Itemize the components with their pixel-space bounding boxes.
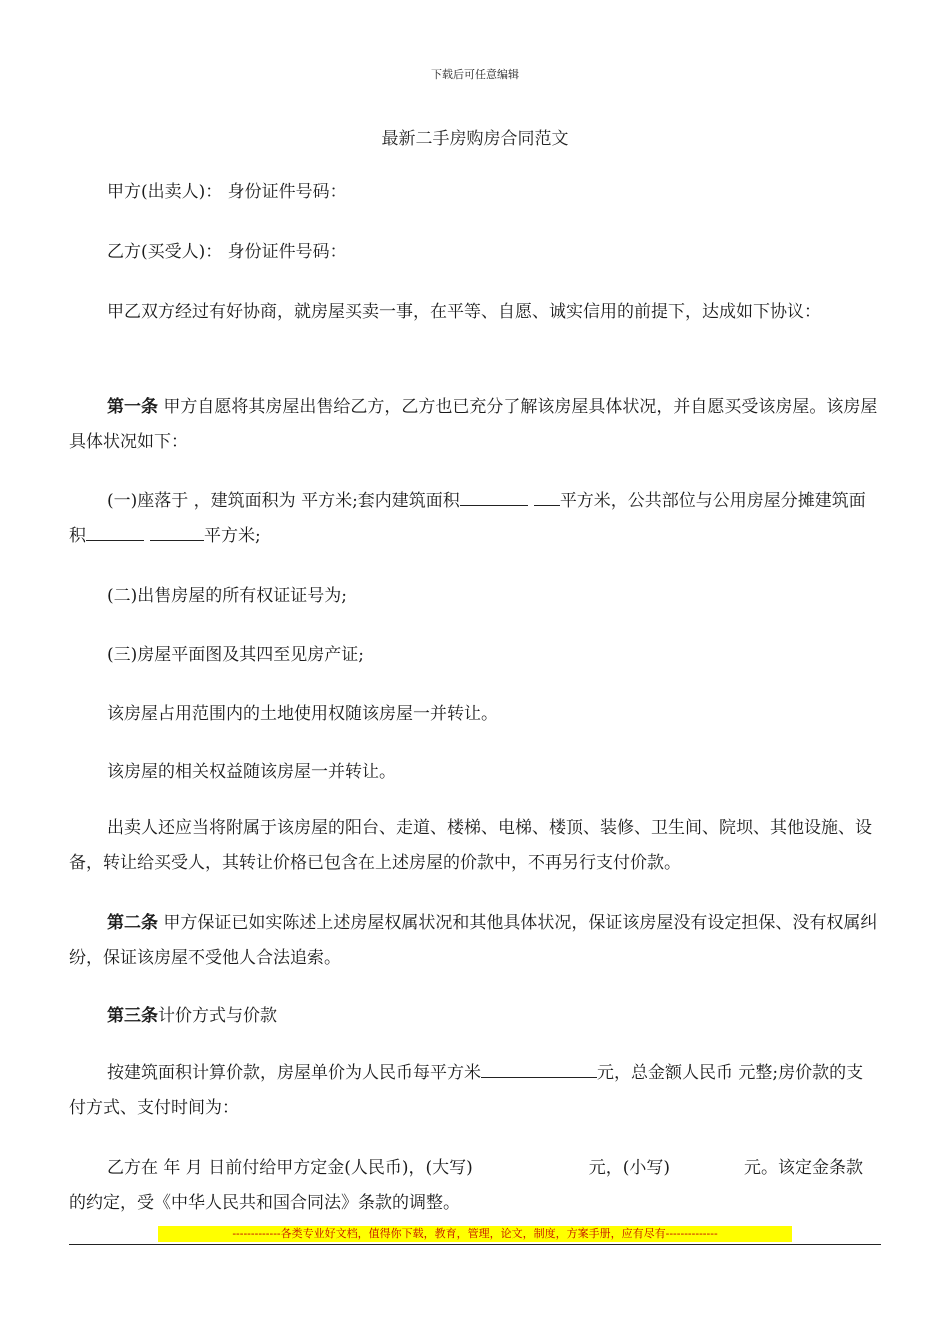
- item-3-line: (三)房屋平面图及其四至见房产证;: [107, 645, 364, 665]
- blank-field: [150, 526, 204, 541]
- article-1-text: 甲方自愿将其房屋出售给乙方，乙方也已充分了解该房屋具体状况，并自愿买受该房屋。该房屋具体状况如下：: [69, 397, 878, 452]
- deposit-text-a: 乙方在 年 月 日前付给甲方定金(人民币)，(大写): [107, 1158, 473, 1178]
- item-1-text-c: 平方米;: [204, 526, 261, 546]
- item-2-line: (二)出售房屋的所有权证证号为;: [107, 586, 347, 606]
- item-1-paragraph: [69, 484, 879, 554]
- footer-divider: [69, 1244, 881, 1245]
- header-note: 下载后可任意编辑: [431, 68, 519, 81]
- document-title: 最新二手房购房合同范文: [381, 129, 569, 149]
- land-use-line: 该房屋占用范围内的土地使用权随该房屋一并转让。: [107, 704, 498, 724]
- intro-paragraph: 甲乙双方经过有好协商，就房屋买卖一事，在平等、自愿、诚实信用的前提下，达成如下协议：: [107, 302, 821, 322]
- deposit-text-b: 元，(小写): [588, 1158, 671, 1178]
- party-b-line: 乙方(买受人)： 身份证件号码：: [107, 242, 347, 262]
- item-1-text-b: 平方米，公共部位与公用房屋分摊建筑面积: [69, 491, 866, 546]
- blank-field: [534, 491, 560, 506]
- article-2-paragraph: [69, 906, 879, 976]
- rights-line: 该房屋的相关权益随该房屋一并转让。: [107, 762, 396, 782]
- pricing-text-a: 按建筑面积计算价款，房屋单价为人民币每平方米: [107, 1063, 481, 1083]
- footer-banner: -------------各类专业好文档，值得你下载，教育，管理，论文，制度，方案手册，应有尽有--------------: [158, 1226, 792, 1242]
- pricing-paragraph: [69, 1056, 879, 1126]
- article-3-text: 计价方式与价款: [158, 1006, 277, 1026]
- facilities-paragraph: 出卖人还应当将附属于该房屋的阳台、走道、楼梯、电梯、楼顶、装修、卫生间、院坝、其他设施、设备，转让给买受人，其转让价格已包含在上述房屋的价款中，不再另行支付价款。: [69, 818, 872, 873]
- party-a-line: 甲方(出卖人)： 身份证件号码：: [107, 182, 347, 202]
- article-1-paragraph: [69, 390, 879, 460]
- deposit-text-c: 元。该定金条款的约定，受《中华人民共和国合同法》条款的调整。: [69, 1158, 864, 1213]
- blank-field: [86, 526, 144, 541]
- article-1-label: 第一条: [107, 397, 158, 417]
- item-1-text-a: (一)座落于 ，建筑面积为 平方米;套内建筑面积: [107, 491, 460, 511]
- blank-field: [460, 491, 528, 506]
- blank-field: [481, 1063, 597, 1078]
- article-2-label: 第二条: [107, 913, 158, 933]
- pricing-text-b: 元，总金额人民币 元整;房价款的支付方式、支付时间为：: [69, 1063, 864, 1118]
- deposit-paragraph: [69, 1151, 879, 1221]
- article-3-label: 第三条: [107, 1006, 158, 1026]
- article-2-text: 甲方保证已如实陈述上述房屋权属状况和其他具体状况，保证该房屋没有设定担保、没有权属纠纷，保证该房屋不受他人合法追索。: [69, 913, 878, 968]
- article-3-line: [69, 999, 879, 1034]
